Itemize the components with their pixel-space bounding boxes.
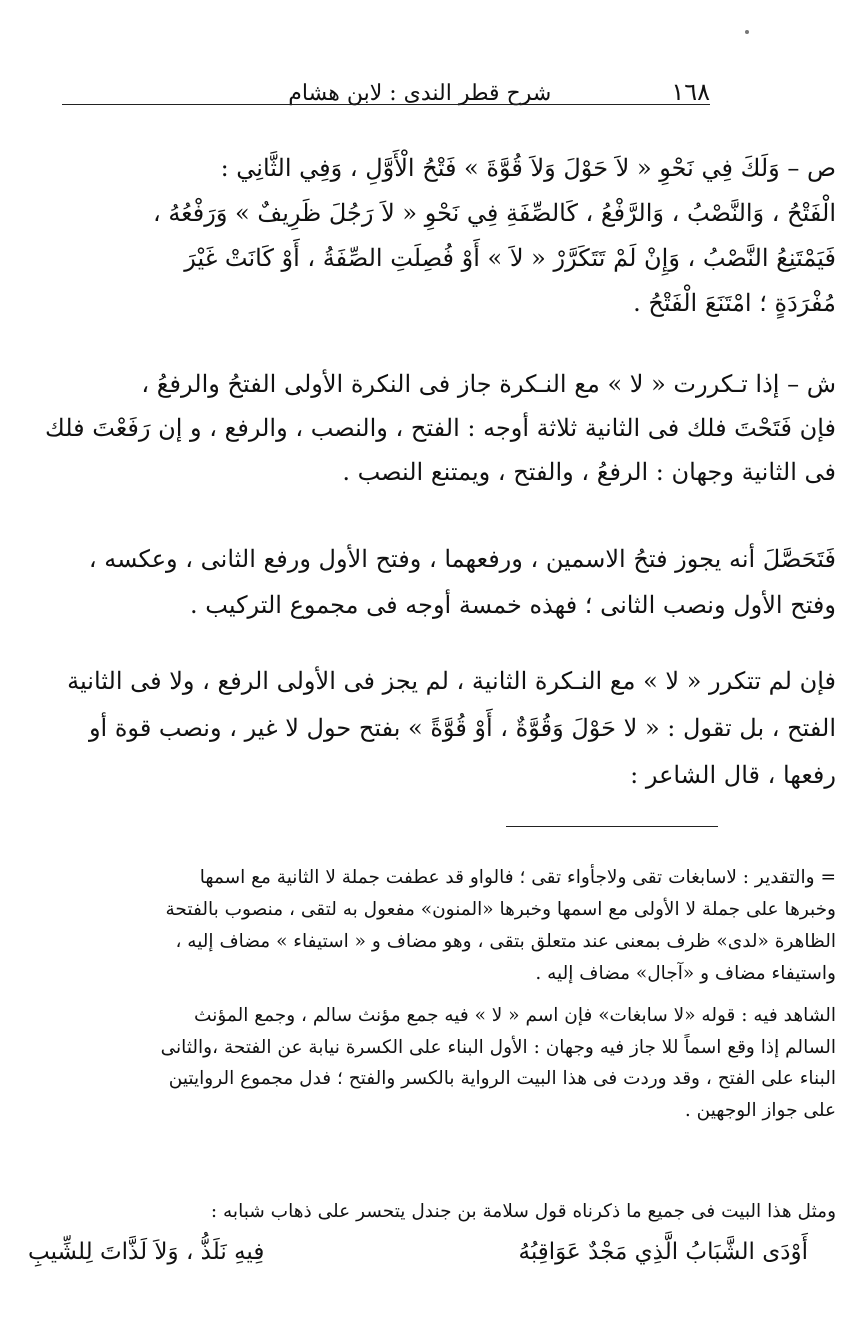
text-line: فَتَحَصَّلَ أنه يجوز فتحُ الاسمين ، ورفعهما ، وفتح الأول ورفع الثانى ، وعكسه ،	[88, 545, 836, 573]
text-line: الْفَتْحُ ، وَالنَّصْبُ ، وَالرَّفْعُ ، كَالصِّفَةِ فِي نَحْوِ « لاَ رَجُلَ ظَرِيفٌ » وَرَفْعُهُ ،	[152, 199, 836, 227]
text-line: ش – إذا تـكررت « لا » مع النـكرة جاز فى النكرة الأولى الفتحُ والرفعُ ،	[141, 370, 836, 398]
text-line: وفتح الأول ونصب الثانى ؛ فهذه خمسة أوجه فى مجموع التركيب .	[190, 591, 836, 619]
matn-paragraph	[24, 146, 836, 326]
page-number: ١٦٨	[671, 78, 710, 106]
note-line: على جواز الوجهين .	[684, 1099, 836, 1121]
text-line: ص – وَلَكَ فِي نَحْوِ « لاَ حَوْلَ وَلاَ قُوَّةَ » فَتْحُ الْأَوَّلِ ، وَفِي الثَّانِي :	[220, 154, 836, 182]
footnote-3	[24, 1196, 836, 1228]
poem-verse	[28, 1232, 808, 1272]
note-line: = والتقدير : لاسابغات تقى ولاجأواء تقى ؛ فالواو قد عطفت جملة لا الثانية مع اسمها	[199, 867, 836, 888]
text-line: فإن لم تتكرر « لا » مع النـكرة الثانية ، لم يجز فى الأولى الرفع ، ولا فى الثانية	[67, 667, 836, 695]
running-header	[62, 62, 712, 106]
note-line: وخبرها على جملة لا الأولى مع اسمها وخبرها «المنون» مفعول به لتقى ، منصوب بالفتحة	[165, 899, 836, 920]
running-title: شرح قطر الندى : لابن هشام	[288, 81, 552, 106]
text-line: فإن فَتَحْتَ فلك فى الثانية ثلاثة أوجه : الفتح ، والنصب ، والرفع ، و إن رَفَعْتَ فلك	[45, 414, 836, 442]
text-line: فى الثانية وجهان : الرفعُ ، والفتح ، ويمتنع النصب .	[342, 458, 836, 486]
note-line: البناء على الفتح ، وقد وردت فى هذا البيت الرواية بالكسر والفتح ؛ فدل مجموع الروايتين	[168, 1068, 836, 1089]
note-line: ومثل هذا البيت فى جميع ما ذكرناه قول سلامة بن جندل يتحسر على ذهاب شبابه :	[210, 1201, 836, 1222]
sharh-paragraph-1	[24, 362, 836, 494]
footnote-2	[24, 1000, 836, 1126]
header-rule	[62, 104, 710, 105]
text-line: رفعها ، قال الشاعر :	[630, 761, 836, 789]
text-line: الفتح ، بل تقول : « لا حَوْلَ وَقُوَّةٌ ، أَوْ قُوَّةً » بفتح حول لا غير ، ونصب قوة أو	[88, 714, 836, 742]
second-hemistich: فِيهِ نَلَذُّ ، وَلاَ لَذَّاتَ لِلشِّيبِ	[28, 1239, 265, 1265]
note-line: واستيفاء مضاف و «آجال» مضاف إليه .	[535, 963, 836, 984]
note-line: الشاهد فيه : قوله «لا سابغات» فإن اسم « لا » فيه جمع مؤنث سالم ، وجمع المؤنث	[194, 1005, 836, 1026]
footnote-1	[24, 862, 836, 990]
footnote-rule	[506, 826, 718, 827]
text-line: فَيَمْتَنِعُ النَّصْبُ ، وَإِنْ لَمْ تَتَكَرَّرْ « لاَ » أَوْ فُصِلَتِ الصِّفَةُ ، أَوْ كَانَتْ غَيْرَ	[184, 244, 836, 272]
sharh-paragraph-2	[24, 536, 836, 628]
sharh-paragraph-3	[24, 658, 836, 799]
note-line: السالم إذا وقع اسماً للا جاز فيه وجهان : الأول البناء على الكسرة نيابة عن الفتحة ،والثانى	[160, 1036, 836, 1058]
first-hemistich: أَوْدَى الشَّبَابُ الَّذِي مَجْدٌ عَوَاقِبُهُ	[518, 1239, 808, 1265]
note-line: الظاهرة «لدى» ظرف بمعنى عند متعلق بتقى ، وهو مضاف و « استيفاء » مضاف إليه ،	[175, 931, 836, 952]
text-line: مُفْرَدَةٍ ؛ امْتَنَعَ الْفَتْحُ .	[633, 289, 836, 317]
scan-speck	[745, 30, 749, 34]
